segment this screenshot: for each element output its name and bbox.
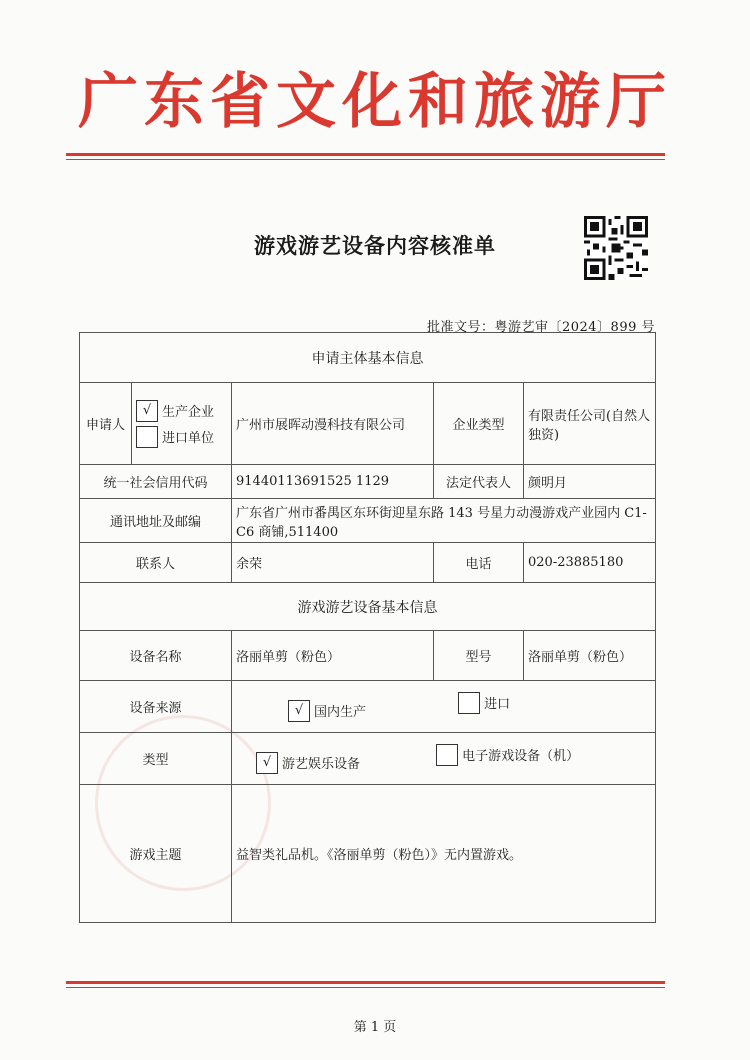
- amusement-label: 游艺娱乐设备: [282, 757, 361, 772]
- company-name: 广州市展晖动漫科技有限公司: [232, 383, 434, 465]
- device-name-value: 洛丽单剪（粉色）: [232, 631, 434, 681]
- device-section-heading: 游戏游艺设备基本信息: [80, 583, 656, 631]
- electronic-game-checkbox[interactable]: [436, 744, 458, 766]
- import-checkbox[interactable]: [458, 692, 480, 714]
- importer-label: 进口单位: [162, 431, 215, 446]
- footer-divider-thin: [66, 987, 665, 988]
- domestic-label: 国内生产: [314, 705, 367, 720]
- importer-option[interactable]: [136, 424, 227, 450]
- contact-label: 联系人: [80, 543, 232, 583]
- legal-rep-value: 颜明月: [524, 465, 656, 499]
- device-name-label: 设备名称: [80, 631, 232, 681]
- amusement-checkbox[interactable]: √: [256, 752, 278, 774]
- game-theme-value: 益智类礼品机。《洛丽单剪（粉色）》无内置游戏。: [232, 785, 656, 923]
- electronic-game-option[interactable]: [436, 744, 579, 766]
- type-label: 类型: [80, 733, 232, 785]
- authority-header: 广东省文化和旅游厅: [78, 67, 672, 137]
- applicant-type-options: [132, 383, 232, 465]
- document-title: 游戏游艺设备内容核准单: [254, 234, 496, 258]
- address-value: 广东省广州市番禺区东环街迎星东路 143 号星力动漫游戏产业园内 C1-C6 商铺,511400: [232, 499, 656, 543]
- enterprise-type-value: 有限责任公司(自然人独资): [524, 383, 656, 465]
- producer-label: 生产企业: [162, 405, 215, 420]
- header-divider-thin: [66, 159, 665, 160]
- type-options: [232, 733, 656, 785]
- amusement-option[interactable]: [256, 752, 360, 774]
- credit-code-value: 91440113691525 1129: [232, 465, 434, 499]
- applicant-section-heading: 申请主体基本信息: [80, 333, 656, 383]
- device-source-options: [232, 681, 656, 733]
- applicant-label: 申请人: [80, 383, 132, 465]
- game-theme-label: 游戏主题: [80, 785, 232, 923]
- model-value: 洛丽单剪（粉色）: [524, 631, 656, 681]
- page-number: 第 1 页: [353, 1020, 397, 1035]
- enterprise-type-label: 企业类型: [434, 383, 524, 465]
- legal-rep-label: 法定代表人: [434, 465, 524, 499]
- import-label: 进口: [484, 697, 511, 712]
- device-source-label: 设备来源: [80, 681, 232, 733]
- header-divider-thick: [66, 153, 665, 156]
- import-option[interactable]: [458, 692, 510, 714]
- footer-divider-thick: [66, 981, 665, 984]
- credit-code-label: 统一社会信用代码: [80, 465, 232, 499]
- approval-form-table: [79, 332, 656, 923]
- approval-number: 批准文号：粤游艺审〔2024〕899 号: [426, 320, 655, 335]
- producer-option[interactable]: [136, 398, 227, 424]
- model-label: 型号: [434, 631, 524, 681]
- domestic-checkbox[interactable]: √: [288, 700, 310, 722]
- electronic-game-label: 电子游戏设备（机）: [462, 749, 580, 764]
- importer-checkbox[interactable]: [136, 426, 158, 448]
- domestic-option[interactable]: [288, 700, 366, 722]
- contact-value: 余荣: [232, 543, 434, 583]
- phone-label: 电话: [434, 543, 524, 583]
- address-label: 通讯地址及邮编: [80, 499, 232, 543]
- qr-code-icon: [584, 216, 648, 280]
- phone-value: 020-23885180: [524, 543, 656, 583]
- producer-checkbox[interactable]: √: [136, 400, 158, 422]
